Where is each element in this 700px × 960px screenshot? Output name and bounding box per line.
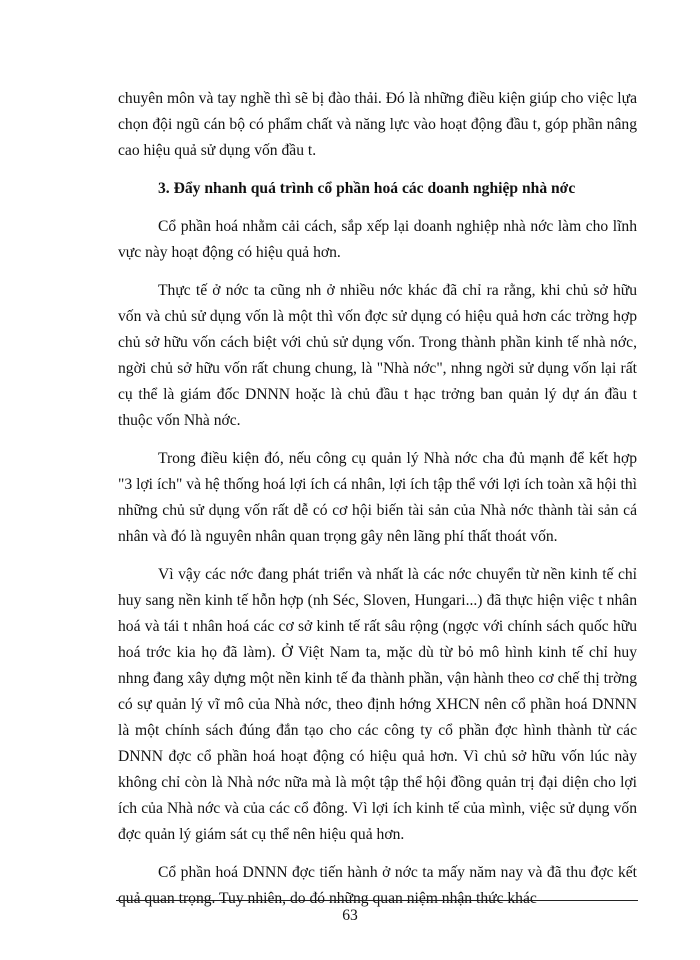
body-paragraph: Vì vậy các nớc đang phát triển và nhất là các nớc chuyển từ nền kinh tế chỉ huy sang nền kinh tế hỗn hợp (nh Séc, Sloven, Hungari...) đã thực hiện việc t nhân hoá và tái t nhân hoá các cơ sở kinh tế rất sâu rộng (ngợc với chính sách quốc hữu hoá trớc kia họ đã làm). Ở Việt Nam ta, mặc dù từ bỏ mô hình kinh tế chỉ huy nhng đang xây dựng một nền kinh tế đa thành phần, vận hành theo cơ chế thị trờng có sự quản lý vĩ mô của Nhà nớc, theo định hớng XHCN nên cổ phần hoá DNNN là một chính sách đúng đắn tạo cho các công ty cổ phần đợc hình thành từ các DNNN đợc cổ phần hoá hoạt động có hiệu quả hơn. Vì chủ sở hữu vốn lúc này không chỉ còn là Nhà nớc nữa mà là một tập thể hội đồng quản trị đại diện cho lợi ích của Nhà nớc và của các cổ đông. Vì lợi ích kinh tế của mình, việc sử dụng vốn đợc quản lý giám sát cụ thể nên hiệu quả hơn. (118, 566, 637, 843)
page-number: 63 (342, 907, 358, 924)
body-paragraph: Thực tế ở nớc ta cũng nh ở nhiều nớc khác đã chỉ ra rằng, khi chủ sở hữu vốn và chủ sử dụng vốn là một thì vốn đợc sử dụng có hiệu quả hơn các trờng hợp chủ sở hữu vốn cách biệt với chủ sử dụng vốn. Trong thành phần kinh tế nhà nớc, ngời chủ sở hữu vốn rất chung chung, là "Nhà nớc", nhng ngời sử dụng vốn lại rất cụ thể là giám đốc DNNN hoặc là chủ đầu t hạc trởng ban quản lý dự án đầu t thuộc vốn Nhà nớc. (118, 282, 637, 429)
body-paragraph: Trong điều kiện đó, nếu công cụ quản lý Nhà nớc cha đủ mạnh để kết hợp "3 lợi ích" và hệ thống hoá lợi ích cá nhân, lợi ích tập thể với lợi ích toàn xã hội thì những chủ sử dụng vốn rất dễ có cơ hội biến tài sản của Nhà nớc thành tài sản cá nhân và đó là nguyên nhân quan trọng gây nên lãng phí thất thoát vốn. (118, 450, 637, 545)
document-body (118, 86, 637, 924)
body-paragraph: Cổ phần hoá nhằm cải cách, sắp xếp lại doanh nghiệp nhà nớc làm cho lĩnh vực này hoạt động có hiệu quả hơn. (118, 218, 637, 261)
footer-divider (116, 900, 638, 901)
opening-paragraph: chuyên môn và tay nghề thì sẽ bị đào thải. Đó là những điều kiện giúp cho việc lựa chọn đội ngũ cán bộ có phẩm chất và năng lực vào hoạt động đầu t, góp phần nâng cao hiệu quả sử dụng vốn đầu t. (118, 90, 637, 159)
section-heading: 3. Đẩy nhanh quá trình cổ phần hoá các doanh nghiệp nhà nớc (158, 180, 576, 197)
body-paragraph: Cổ phần hoá DNNN đợc tiến hành ở nớc ta mấy năm nay và đã thu đợc kết quả quan trọng. Tuy nhiên, do đó những quan niệm nhận thức khác (118, 864, 637, 907)
